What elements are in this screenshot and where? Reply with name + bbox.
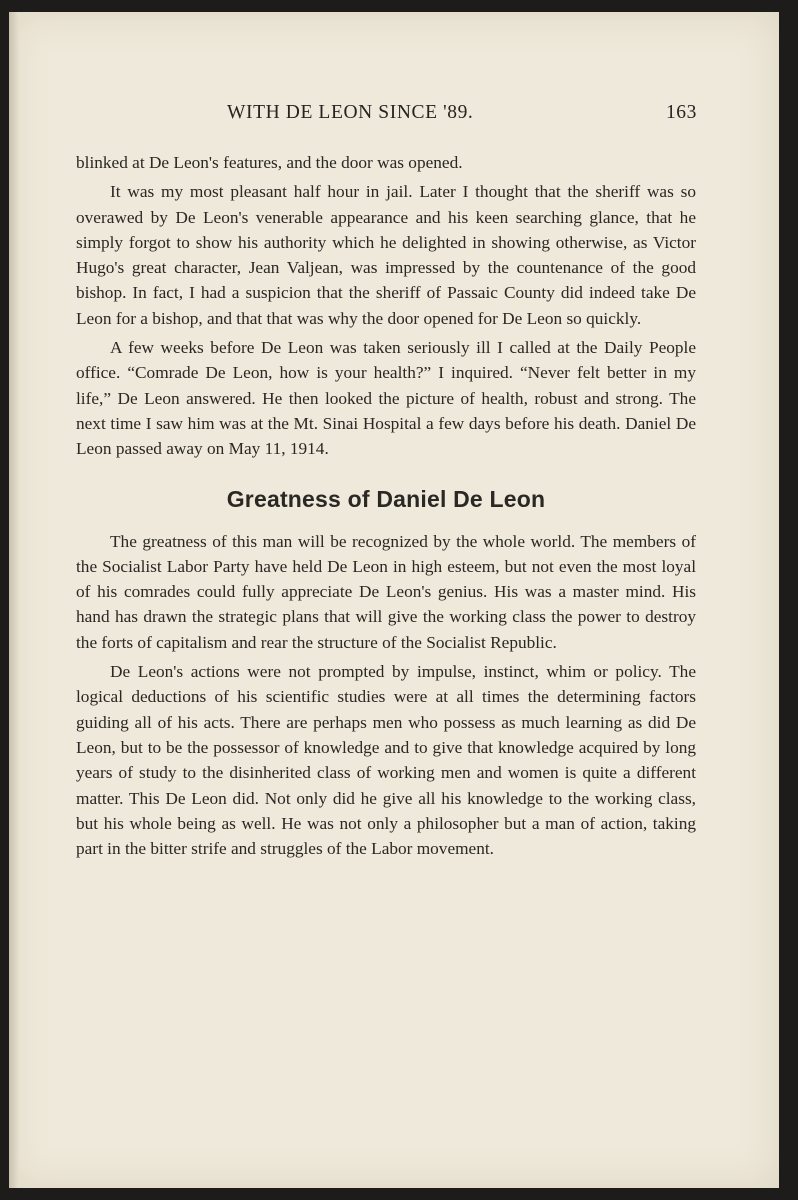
book-page xyxy=(9,12,779,1188)
page-body xyxy=(76,150,696,861)
page-binding-edge xyxy=(9,12,19,1188)
paragraph-illness: A few weeks before De Leon was taken seriously ill I called at the Daily People office. “Comrade De Leon, how is your health?” I inquired. “Never felt better in my life,” De Leon answered. He then looked the picture of health, robust and strong. The next time I saw him was at the Mt. Sinai Hospital a few days before his death. Daniel De Leon passed away on May 11, 1914. xyxy=(76,338,696,459)
paragraph-greatness: The greatness of this man will be recognized by the whole world. The members of the Socialist Labor Party have held De Leon in high esteem, but not even the most loyal of his comrades could fully appreciate De Leon's genius. His was a master mind. His hand has drawn the strategic plans that will give the working class the power to destroy the forts of capitalism and rear the structure of the Socialist Republic. xyxy=(76,531,696,652)
page-header xyxy=(77,102,697,138)
section-heading: Greatness of Daniel De Leon xyxy=(226,485,546,512)
page-number: 163 xyxy=(665,102,697,123)
paragraph-actions: De Leon's actions were not prompted by impulse, instinct, whim or policy. The logical deductions of his scientific studies were at all times the determining factors guiding all of his acts. There are perhaps men who possess as much learning as did De Leon, but to be the possessor of knowledge and to give that knowledge acquired by long years of study to the disinherited class of working men and women is quite a different matter. This De Leon did. Not only did he give all his knowledge to the working class, but his whole being as well. He was not only a philosopher but a man of action, taking part in the bitter strife and struggles of the Labor movement. xyxy=(76,662,696,859)
paragraph-continued: blinked at De Leon's features, and the door was opened. xyxy=(76,153,463,172)
running-head: WITH DE LEON SINCE '89. xyxy=(227,102,474,123)
paragraph-jail: It was my most pleasant half hour in jail. Later I thought that the sheriff was so overawed by De Leon's venerable appearance and his keen searching glance, that he simply forgot to show his authority which he delighted in showing otherwise, as Victor Hugo's great character, Jean Valjean, was impressed by the countenance of the good bishop. In fact, I had a suspicion that the sheriff of Passaic County did indeed take De Leon for a bishop, and that that was why the door opened for De Leon so quickly. xyxy=(76,182,696,328)
